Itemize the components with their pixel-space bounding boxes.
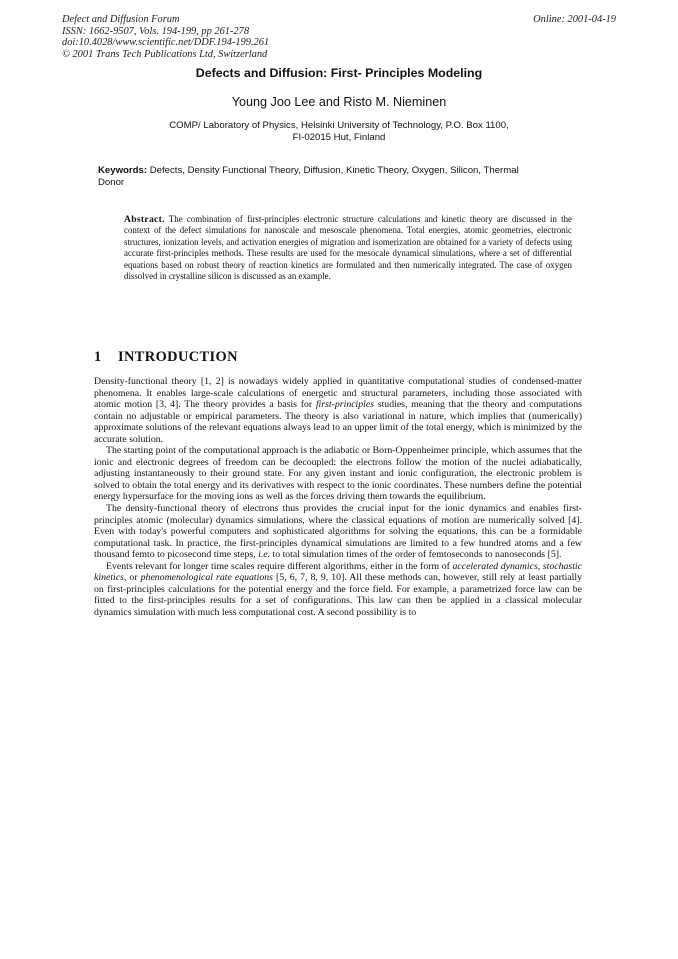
emphasis: first-principles [315,399,375,411]
paper-authors: Young Joo Lee and Risto M. Nieminen [231,95,447,109]
keywords-text: Defects, Density Functional Theory, Diffusion, Kinetic Theory, Oxygen, Silicon, Thermal Donor [98,165,519,189]
journal-doi[interactable]: doi:10.4028/www.scientific.net/DDF.194-199.261 [62,37,270,49]
affiliation-line: COMP/ Laboratory of Physics, Helsinki University of Technology, P.O. Box 1100, [169,120,509,131]
paper-title: Defects and Diffusion: First- Principles Modeling [195,66,483,80]
affiliation [120,120,558,144]
paragraph [94,503,582,561]
text-run: , [537,560,543,572]
emphasis: i.e. [258,549,271,561]
keywords-label: Keywords: [98,165,148,176]
paragraph [94,376,582,445]
journal-header [62,14,269,60]
text-run: to total simulation times of the order of femtoseconds to nanoseconds [5]. [270,549,562,561]
section-heading [94,349,238,366]
journal-name: Defect and Diffusion Forum [62,14,180,25]
emphasis: accelerated dynamics [452,560,538,572]
affiliation-line: FI-02015 Hut, Finland [292,132,386,143]
text-run: Events relevant for longer time scales require different algorithms, either in the form of [106,560,453,572]
text-run: [5, 6, 7, 8, 9, 10]. All these methods can, however, still rely at least partially on first-principles calculations for the potential energy and the force field. For example, a parametrized force law can be fitted to the first-principles results for a set of configurations. This law can then be applied in a classical molecular dynamics simulation with much less computational cost. A second possibility is to [94,572,583,618]
text-run: studies, meaning that the theory and computations contain no adjustable or empirical parameters. The theory is also variational in nature, which implies that (numerically) approximate solutions of the relevant equations always lead to an upper limit of the total energy, which is minimized by the accurate solution. [94,399,582,445]
online-date: Online: 2001-04-19 [533,14,616,25]
emphasis: stochastic kinetics [94,560,582,584]
section-title: INTRODUCTION [118,349,238,365]
abstract [124,214,572,283]
journal-issn: ISSN: 1662-9507, Vols. 194-199, pp 261-278 [62,25,250,37]
section-number: 1 [94,349,102,365]
paragraph [94,561,582,619]
paragraph: The starting point of the computational approach is the adiabatic or Born-Oppenheimer principle, which assumes that the ionic and electronic degrees of freedom can be decoupled: the electrons follow the motion of the nuclei adiabatically, adjusting instantaneously to their ground state. For any given instant and ionic configuration, the electronic problem is solved to obtain the total energy and its derivatives with respect to the ionic coordinates. These numbers define the potential energy hypersurface for the moving ions as well as the forces driving them towards the equilibrium. [94,445,582,503]
abstract-text: The combination of first-principles electronic structure calculations and kinetic theory are discussed in the context of the defect simulations for nanoscale and mesoscale phenomena. Total energies, atomic geometries, electronic structures, ionization levels, and activation energies of migration and isomerization are obtained for a variety of defects using accurate first-principles methods. These results are used for the mesocale dynamical simulations, where a set of differential equations based on robust theory of reaction kinetics are formulated and then numerically integrated. The case of oxygen dissolved in crystalline silicon is discussed as an example. [124,214,572,282]
journal-copyright: © 2001 Trans Tech Publications Ltd, Switzerland [62,48,268,60]
text-run: Density-functional theory [1, 2] is nowadays widely applied in quantitative computational studies of condensed-matter phenomena. It enables large-scale calculations of energetic and structural parameters, including those associated with atomic motion [3, 4]. The theory provides a basis for [94,376,582,411]
text-run: , or [123,572,141,584]
text-run: The density-functional theory of electrons thus provides the crucial input for the ionic dynamics and enables first-principles atomic (molecular) dynamics simulations, where the classical equations of motion are numerically solved [4]. Even with today's powerful computers and sophisticated algorithms for solving the equations, this can be a formidable computational task. In practice, the first-principles dynamical simulations are limited to a few hundred atoms and a few thousand femto to picosecond time steps, [94,503,582,561]
abstract-label: Abstract. [124,214,165,225]
keywords [98,165,538,190]
body-text [94,376,582,618]
emphasis: phenomenological rate equations [140,572,273,584]
